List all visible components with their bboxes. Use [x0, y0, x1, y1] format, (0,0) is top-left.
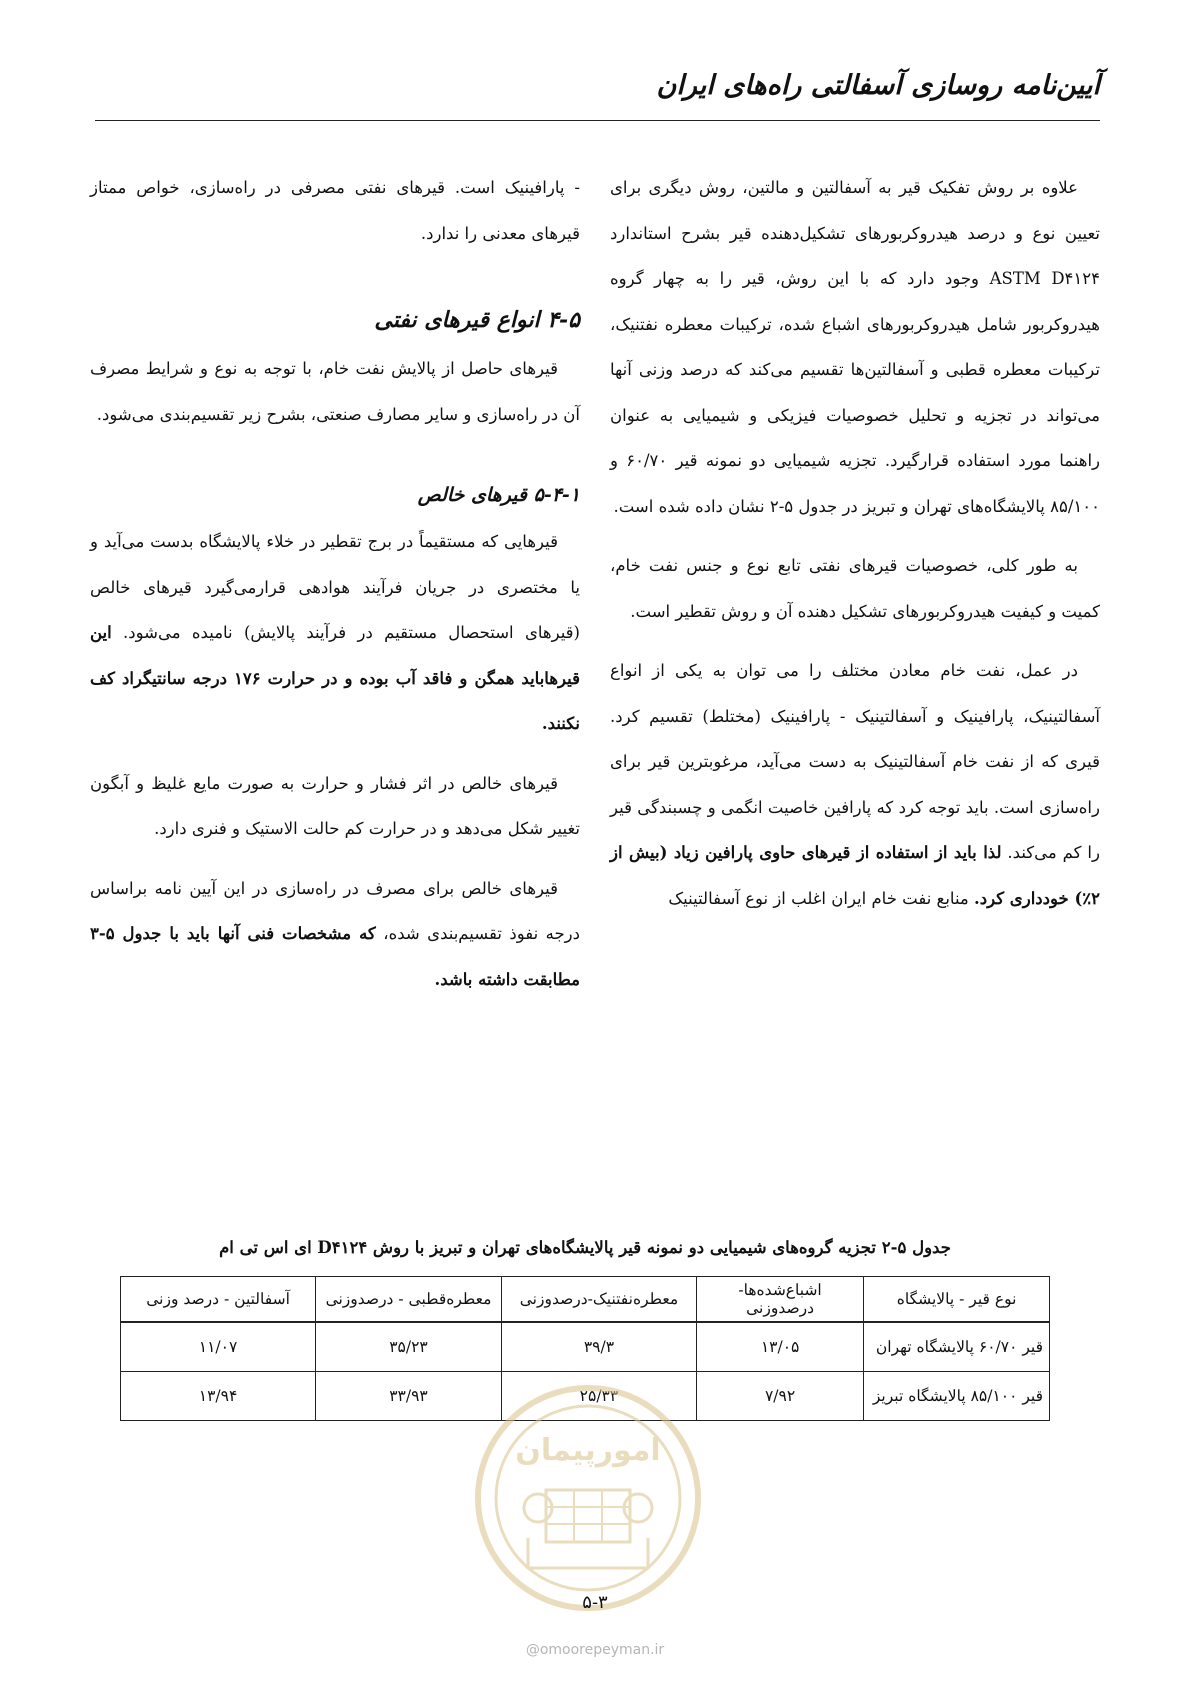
paragraph-emphasis: این قیرهاباید همگن و فاقد آب بوده و در حرارت ۱۷۶ درجه سانتیگراد کف نکنند.	[90, 623, 580, 733]
right-column	[610, 165, 1100, 935]
paragraph-behavior: قیرهای خالص در اثر فشار و حرارت به صورت مایع غلیظ و آبگون تغییر شکل می‌دهد و در حرارت کم حالت الاستیک و فنری دارد.	[90, 773, 580, 838]
site-watermark: @omoorepeyman.ir	[525, 1642, 665, 1658]
paragraph-crude-types	[610, 648, 1100, 921]
column-header: معطره‌نفتنیک-درصدوزنی	[501, 1277, 696, 1323]
svg-text:امورپیمان: امورپیمان	[515, 1433, 661, 1468]
paragraph-text: قیرهایی که مستقیماً در برج تقطیر در خلاء پالایشگاه بدست می‌آید و یا مختصری در جریان فرآیند هوادهی قرارمی‌گیرد قیرهای خالص (قیرهای استحصال مستقیم در فرآیند پالایش) نامیده می‌شود.	[90, 532, 580, 642]
page-number: ۵-۳	[582, 1592, 608, 1613]
left-column	[90, 165, 580, 1016]
paragraph-properties-general: به طور کلی، خصوصیات قیرهای نفتی تابع نوع و جنس نفت خام، کمیت و کیفیت هیدروکربورهای تشکیل دهنده آن و روش تقطیر است.	[610, 556, 1100, 621]
column-header: معطره‌قطبی - درصدوزنی	[316, 1277, 502, 1323]
table-cell: ۷/۹۲	[696, 1372, 863, 1421]
table-row	[121, 1322, 1050, 1372]
table-cell: ۳۵/۲۳	[316, 1322, 502, 1372]
paragraph-section-intro: قیرهای حاصل از پالایش نفت خام، با توجه به نوع و شرایط مصرف آن در راه‌سازی و سایر مصارف صنعتی، بشرح زیر تقسیم‌بندی می‌شود.	[90, 359, 580, 424]
table-cell: ۱۳/۰۵	[696, 1322, 863, 1372]
table-cell: قیر ۶۰/۷۰ پالایشگاه تهران	[864, 1322, 1050, 1372]
section-heading: ۴-۵ انواع قیرهای نفتی	[374, 307, 580, 333]
column-header: آسفالتین - درصد وزنی	[121, 1277, 316, 1323]
paragraph-text: در عمل، نفت خام معادن مختلف را می توان به یکی از انواع آسفالتینیک، پارافینیک و آسفالتینیک - پارافینیک (مختلط) تقسیم کرد. قیری که از نفت خام آسفالتینیک به دست می‌آید، مرغوبترین قیر برای راه‌سازی است. باید توجه کرد که پارافین خاصیت انگمی و چسبندگی قیر را کم می‌کند.	[610, 661, 1100, 862]
paragraph-pure-bitumen	[90, 519, 580, 747]
paragraph-emphasis: لذا باید از استفاده از قیرهای حاوی پارافین زیاد (بیش از ۲٪) خودداری کرد.	[610, 843, 1100, 908]
table-cell: ۳۳/۹۳	[316, 1372, 502, 1421]
paragraph-emphasis: که مشخصات فنی آنها باید با جدول ۵-۳ مطابقت داشته باشد.	[90, 924, 580, 989]
paragraph-asphaltene-method: علاوه بر روش تفکیک قیر به آسفالتین و مالتین، روش دیگری برای تعیین نوع و درصد هیدروکربورهای تشکیل‌دهنده قیر بشرح استاندارد ASTM D۴۱۲۴ وجود دارد که با این روش، قیر را به چهار گروه هیدروکربور شامل هیدروکربورهای اشباع شده، ترکیبات معطره نفتنیک، ترکیبات معطره قطبی و آسفالتین‌ها تقسیم می‌کند که درصد وزنی آنها می‌تواند در تجزیه و تحلیل خصوصیات فیزیکی و شیمیایی به عنوان راهنما مورد استفاده قرارگیرد. تجزیه شیمیایی دو نمونه قیر ۶۰/۷۰ و ۸۵/۱۰۰ پالایشگاه‌های تهران و تبریز در جدول ۵-۲ نشان داده شده است.	[610, 178, 1101, 516]
table-cell: ۳۹/۳	[501, 1322, 696, 1372]
paragraph-text: منابع نفت خام ایران اغلب از نوع آسفالتینیک	[668, 888, 975, 908]
paragraph-classification	[90, 866, 580, 1003]
subsection-heading: ۵-۴-۱ قیرهای خالص	[417, 484, 580, 506]
table-cell: ۱۳/۹۴	[121, 1372, 316, 1421]
paragraph-continuation: - پارافینیک است. قیرهای نفتی مصرفی در راه‌سازی، خواص ممتاز قیرهای معدنی را ندارد.	[90, 178, 580, 243]
table-header-row	[121, 1277, 1050, 1323]
column-header: نوع قیر - پالایشگاه	[864, 1277, 1050, 1323]
column-header: اشباع‌شده‌ها- درصدوزنی	[696, 1277, 863, 1323]
running-header: آیین‌نامه روسازی آسفالتی راه‌های ایران	[656, 70, 1100, 101]
header-rule	[95, 120, 1100, 121]
table-cell: قیر ۸۵/۱۰۰ پالایشگاه تبریز	[864, 1372, 1050, 1421]
paragraph-text: قیرهای خالص برای مصرف در راه‌سازی در این آیین نامه براساس درجه نفوذ تقسیم‌بندی شده،	[90, 878, 580, 943]
table-cell: ۲۵/۳۳	[501, 1372, 696, 1421]
table-caption: جدول ۵-۲ تجزیه گروه‌های شیمیایی دو نمونه قیر پالایشگاه‌های تهران و تبریز با روش D۴۱۲۴ ای اس تی ام	[219, 1238, 951, 1257]
table-cell: ۱۱/۰۷	[121, 1322, 316, 1372]
publisher-stamp-logo	[468, 1378, 708, 1618]
